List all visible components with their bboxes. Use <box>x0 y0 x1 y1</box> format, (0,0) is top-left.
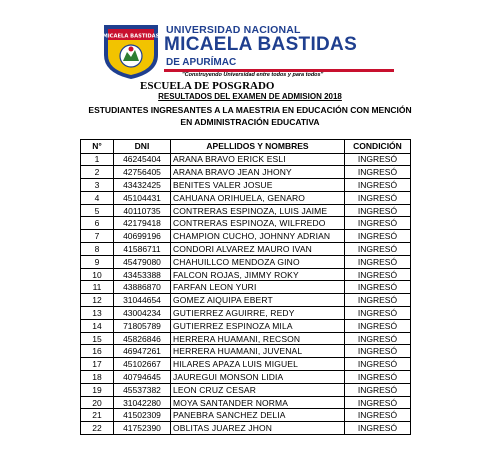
row-condition: INGRESÓ <box>345 268 411 281</box>
university-crest-icon <box>100 21 162 81</box>
row-number: 11 <box>81 281 114 294</box>
row-dni: 43004234 <box>114 307 171 320</box>
row-condition: INGRESÓ <box>345 383 411 396</box>
row-number: 14 <box>81 319 114 332</box>
row-name: BENITES VALER JOSUE <box>171 179 345 192</box>
row-condition: INGRESÓ <box>345 243 411 256</box>
table-row <box>81 179 411 192</box>
table-row <box>81 371 411 384</box>
row-number: 17 <box>81 358 114 371</box>
table-row <box>81 332 411 345</box>
row-dni: 45826846 <box>114 332 171 345</box>
row-number: 20 <box>81 396 114 409</box>
table-row <box>81 255 411 268</box>
row-dni: 41502309 <box>114 409 171 422</box>
row-dni: 43453388 <box>114 268 171 281</box>
row-condition: INGRESÓ <box>345 153 411 166</box>
row-condition: INGRESÓ <box>345 217 411 230</box>
row-number: 5 <box>81 204 114 217</box>
row-number: 15 <box>81 332 114 345</box>
table-row <box>81 153 411 166</box>
header-name: APELLIDOS Y NOMBRES <box>171 140 345 154</box>
row-dni: 31044654 <box>114 294 171 307</box>
university-name-line3: DE APURÍMAC <box>166 57 237 68</box>
table-row <box>81 396 411 409</box>
row-number: 6 <box>81 217 114 230</box>
university-motto: "Construyendo Universidad entre todos y para todos" <box>182 72 324 78</box>
table-row <box>81 217 411 230</box>
row-name: CHAHUILLCO MENDOZA GINO <box>171 255 345 268</box>
row-condition: INGRESÓ <box>345 166 411 179</box>
row-dni: 41752390 <box>114 422 171 435</box>
row-dni: 45479080 <box>114 255 171 268</box>
table-row <box>81 166 411 179</box>
row-dni: 45102667 <box>114 358 171 371</box>
row-name: GUTIERREZ ESPINOZA MILA <box>171 319 345 332</box>
row-number: 3 <box>81 179 114 192</box>
table-row <box>81 204 411 217</box>
header-dni: DNI <box>114 140 171 154</box>
table-row <box>81 383 411 396</box>
row-condition: INGRESÓ <box>345 204 411 217</box>
row-name: CONDORI ALVAREZ MAURO IVAN <box>171 243 345 256</box>
table-row <box>81 230 411 243</box>
row-dni: 46245404 <box>114 153 171 166</box>
row-name: OBLITAS JUAREZ JHON <box>171 422 345 435</box>
row-name: PANEBRA SANCHEZ DELIA <box>171 409 345 422</box>
row-number: 21 <box>81 409 114 422</box>
university-name-line1: UNIVERSIDAD NACIONAL <box>166 24 301 36</box>
school-name: ESCUELA DE POSGRADO <box>140 80 275 92</box>
row-condition: INGRESÓ <box>345 371 411 384</box>
row-name: FALCON ROJAS, JIMMY ROKY <box>171 268 345 281</box>
row-name: CHAMPION CUCHO, JOHNNY ADRIAN <box>171 230 345 243</box>
row-condition: INGRESÓ <box>345 191 411 204</box>
row-name: LEON CRUZ CESAR <box>171 383 345 396</box>
table-row <box>81 268 411 281</box>
row-dni: 43432425 <box>114 179 171 192</box>
subtitle-line2: EN ADMINISTRACIÓN EDUCATIVA <box>180 117 320 127</box>
row-name: JAUREGUI MONSON LIDIA <box>171 371 345 384</box>
table-row <box>81 243 411 256</box>
row-condition: INGRESÓ <box>345 319 411 332</box>
row-number: 9 <box>81 255 114 268</box>
university-name-line2: MICAELA BASTIDAS <box>164 34 358 55</box>
row-number: 13 <box>81 307 114 320</box>
row-name: HERRERA HUAMANI, JUVENAL <box>171 345 345 358</box>
subtitle-line1: ESTUDIANTES INGRESANTES A LA MAESTRIA EN EDUCACIÓN CON MENCIÓN <box>88 105 412 115</box>
row-name: MOYA SANTANDER NORMA <box>171 396 345 409</box>
results-table <box>80 139 411 435</box>
row-number: 2 <box>81 166 114 179</box>
row-dni: 71805789 <box>114 319 171 332</box>
results-title: RESULTADOS DEL EXAMEN DE ADMISION 2018 <box>158 92 342 101</box>
row-name: CONTRERAS ESPINOZA, WILFREDO <box>171 217 345 230</box>
row-number: 7 <box>81 230 114 243</box>
row-number: 8 <box>81 243 114 256</box>
table-row <box>81 422 411 435</box>
university-logo <box>100 21 400 81</box>
row-number: 10 <box>81 268 114 281</box>
row-name: GUTIERREZ AGUIRRE, REDY <box>171 307 345 320</box>
row-dni: 46947261 <box>114 345 171 358</box>
row-dni: 40794645 <box>114 371 171 384</box>
row-number: 16 <box>81 345 114 358</box>
row-condition: INGRESÓ <box>345 294 411 307</box>
row-name: HILARES APAZA LUIS MIGUEL <box>171 358 345 371</box>
row-condition: INGRESÓ <box>345 230 411 243</box>
row-number: 22 <box>81 422 114 435</box>
crest-text: MICAELA BASTIDAS <box>102 33 160 40</box>
row-dni: 45537382 <box>114 383 171 396</box>
row-name: GOMEZ AIQUIPA EBERT <box>171 294 345 307</box>
row-number: 4 <box>81 191 114 204</box>
row-name: HERRERA HUAMANI, RECSON <box>171 332 345 345</box>
row-dni: 42756405 <box>114 166 171 179</box>
table-body <box>81 153 411 435</box>
table-row <box>81 319 411 332</box>
row-dni: 31042280 <box>114 396 171 409</box>
row-name: ARANA BRAVO JEAN JHONY <box>171 166 345 179</box>
table-row <box>81 409 411 422</box>
table-row <box>81 358 411 371</box>
table-row <box>81 294 411 307</box>
table-row <box>81 281 411 294</box>
row-name: CONTRERAS ESPINOZA, LUIS JAIME <box>171 204 345 217</box>
row-condition: INGRESÓ <box>345 358 411 371</box>
table-row <box>81 345 411 358</box>
header-condition: CONDICIÓN <box>345 140 411 154</box>
row-dni: 42179418 <box>114 217 171 230</box>
row-condition: INGRESÓ <box>345 281 411 294</box>
row-condition: INGRESÓ <box>345 409 411 422</box>
row-dni: 41586711 <box>114 243 171 256</box>
row-name: ARANA BRAVO ERICK ESLI <box>171 153 345 166</box>
row-condition: INGRESÓ <box>345 332 411 345</box>
table-row <box>81 191 411 204</box>
row-condition: INGRESÓ <box>345 179 411 192</box>
row-dni: 45104431 <box>114 191 171 204</box>
header-number: N° <box>81 140 114 154</box>
row-condition: INGRESÓ <box>345 345 411 358</box>
row-dni: 43886870 <box>114 281 171 294</box>
table-row <box>81 307 411 320</box>
row-condition: INGRESÓ <box>345 422 411 435</box>
row-name: CAHUANA ORIHUELA, GENARO <box>171 191 345 204</box>
table-header-row <box>81 140 411 154</box>
row-number: 1 <box>81 153 114 166</box>
row-condition: INGRESÓ <box>345 255 411 268</box>
row-number: 19 <box>81 383 114 396</box>
row-number: 12 <box>81 294 114 307</box>
row-dni: 40699196 <box>114 230 171 243</box>
row-dni: 40110735 <box>114 204 171 217</box>
row-condition: INGRESÓ <box>345 307 411 320</box>
row-number: 18 <box>81 371 114 384</box>
row-condition: INGRESÓ <box>345 396 411 409</box>
row-name: FARFAN LEON YURI <box>171 281 345 294</box>
